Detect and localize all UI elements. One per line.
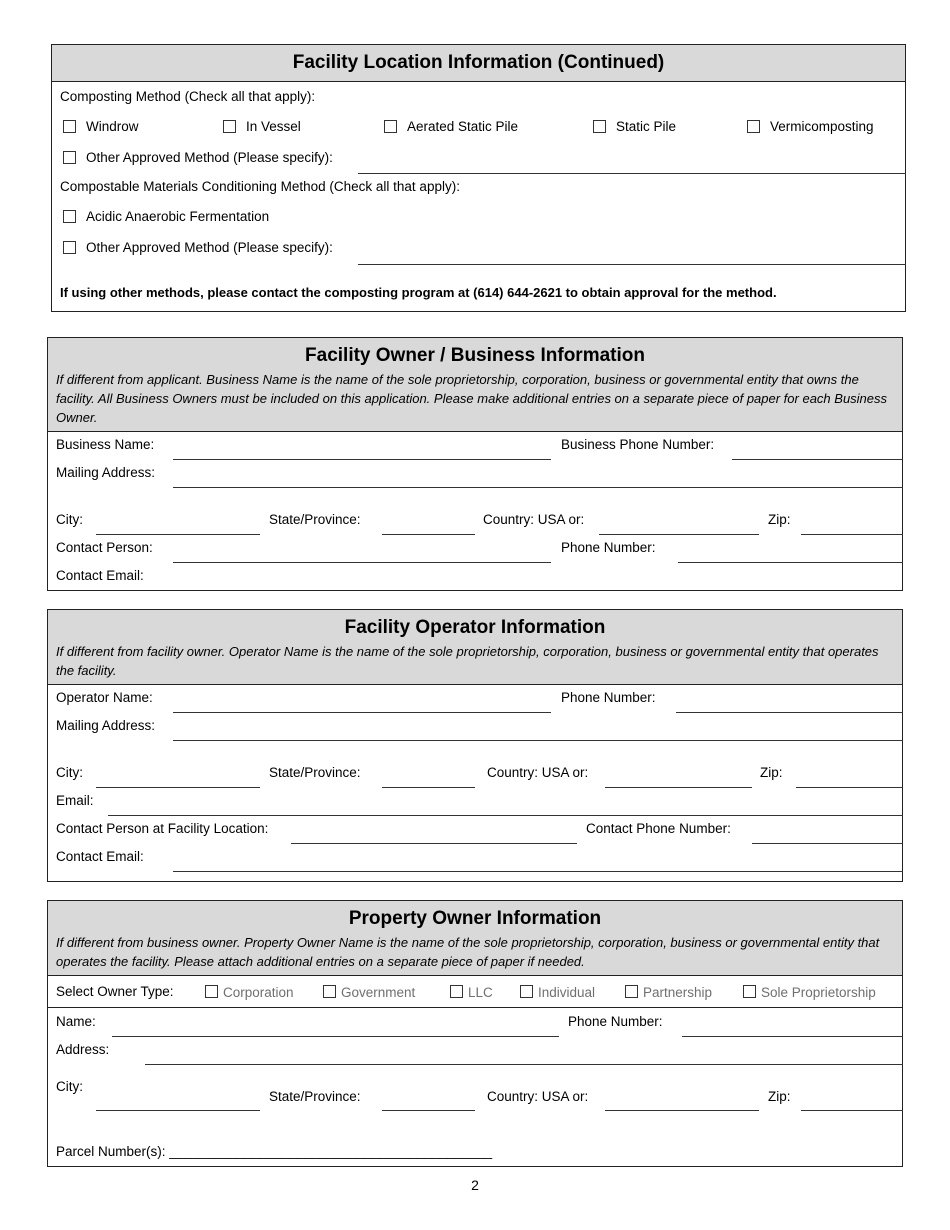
zip-input[interactable] <box>796 769 903 787</box>
page-number: 2 <box>471 1177 479 1193</box>
country-label: Country: USA or: <box>487 765 589 780</box>
individual-label: Individual <box>538 985 596 1000</box>
phone-number-label: Phone Number: <box>561 540 656 555</box>
country-underline <box>605 787 752 788</box>
country-label: Country: USA or: <box>483 512 585 527</box>
state-label: State/Province: <box>269 1089 361 1104</box>
phone-number-underline <box>676 712 903 713</box>
business-name-label: Business Name: <box>56 437 155 452</box>
parcel-number-label[interactable]: Parcel Number(s): ___________________________________________ <box>56 1144 493 1159</box>
windrow-label: Windrow <box>86 119 139 134</box>
section-header <box>48 338 902 432</box>
section-title: Property Owner Information <box>348 908 602 929</box>
phone-number-label: Phone Number: <box>568 1014 663 1029</box>
contact-email-label: Contact Email: <box>56 568 144 583</box>
zip-underline <box>796 787 903 788</box>
corporation-checkbox[interactable] <box>205 985 218 998</box>
business-name-input[interactable] <box>173 441 551 459</box>
business-phone-input[interactable] <box>732 441 903 459</box>
name-input[interactable] <box>112 1018 559 1036</box>
facility-owner-section <box>47 337 903 591</box>
state-label: State/Province: <box>269 512 361 527</box>
owner-type-label: Select Owner Type: <box>56 984 174 999</box>
other-conditioning-label: Other Approved Method (Please specify): <box>86 240 333 255</box>
city-label: City: <box>56 1079 83 1094</box>
city-underline <box>96 1110 260 1111</box>
other-method-underline <box>358 173 906 174</box>
zip-label: Zip: <box>768 1089 791 1104</box>
in-vessel-checkbox[interactable] <box>223 120 236 133</box>
static-pile-label: Static Pile <box>616 119 677 134</box>
vermicomposting-checkbox[interactable] <box>747 120 760 133</box>
email-label: Email: <box>56 793 94 808</box>
llc-checkbox[interactable] <box>450 985 463 998</box>
corporation-label: Corporation <box>223 985 294 1000</box>
facility-location-section <box>51 44 906 312</box>
other-conditioning-input[interactable] <box>358 245 906 263</box>
state-input[interactable] <box>382 769 475 787</box>
section-title: Facility Operator Information <box>344 617 606 638</box>
contact-person-location-underline <box>291 843 577 844</box>
windrow-checkbox[interactable] <box>63 120 76 133</box>
email-underline <box>108 815 903 816</box>
partnership-checkbox[interactable] <box>625 985 638 998</box>
other-method-checkbox[interactable] <box>63 151 76 164</box>
mailing-address-input[interactable] <box>173 469 903 487</box>
state-label: State/Province: <box>269 765 361 780</box>
city-underline <box>96 787 260 788</box>
other-method-input[interactable] <box>358 155 906 173</box>
section-title: Facility Location Information (Continued) <box>292 52 665 73</box>
phone-number-input[interactable] <box>676 694 903 712</box>
phone-number-underline <box>682 1036 903 1037</box>
address-label: Address: <box>56 1042 110 1057</box>
zip-input[interactable] <box>801 516 903 534</box>
partnership-label: Partnership <box>643 985 713 1000</box>
phone-number-input[interactable] <box>682 1018 903 1036</box>
business-name-underline <box>173 459 551 460</box>
city-label: City: <box>56 765 83 780</box>
other-conditioning-checkbox[interactable] <box>63 241 76 254</box>
contact-phone-input[interactable] <box>752 825 903 843</box>
contact-person-underline <box>173 562 551 563</box>
mailing-address-label: Mailing Address: <box>56 465 156 480</box>
address-input[interactable] <box>145 1046 903 1064</box>
sole-proprietorship-checkbox[interactable] <box>743 985 756 998</box>
vermicomposting-label: Vermicomposting <box>770 119 874 134</box>
zip-underline <box>801 534 903 535</box>
acidic-fermentation-checkbox[interactable] <box>63 210 76 223</box>
city-label: City: <box>56 512 83 527</box>
zip-label: Zip: <box>768 512 791 527</box>
llc-label: LLC <box>468 985 493 1000</box>
state-underline <box>382 534 475 535</box>
city-input[interactable] <box>96 1092 260 1110</box>
state-underline <box>382 1110 475 1111</box>
property-owner-section <box>47 900 903 1167</box>
other-conditioning-underline <box>358 264 906 265</box>
name-underline <box>112 1036 559 1037</box>
business-phone-label: Business Phone Number: <box>561 437 715 452</box>
static-pile-checkbox[interactable] <box>593 120 606 133</box>
section-description: If different from applicant. Business Name is the name of the sole proprietorship, corporation, business or governmental entity that owns the facility. All Business Owners must be included on this application. Please make additional entries on a separate piece of paper for each Business Owner. <box>56 372 888 425</box>
phone-number-label: Phone Number: <box>561 690 656 705</box>
contact-email-underline <box>173 871 903 872</box>
mailing-address-input[interactable] <box>173 722 903 740</box>
name-label: Name: <box>56 1014 96 1029</box>
city-input[interactable] <box>96 769 260 787</box>
country-input[interactable] <box>599 516 759 534</box>
country-input[interactable] <box>605 769 752 787</box>
state-input[interactable] <box>382 1092 475 1110</box>
sole-proprietorship-label: Sole Proprietorship <box>761 985 876 1000</box>
facility-operator-section <box>47 609 903 882</box>
aerated-static-pile-label: Aerated Static Pile <box>407 119 519 134</box>
mailing-address-underline <box>173 740 903 741</box>
phone-number-input[interactable] <box>678 544 903 562</box>
individual-checkbox[interactable] <box>520 985 533 998</box>
mailing-address-label: Mailing Address: <box>56 718 156 733</box>
email-input[interactable] <box>108 797 903 815</box>
contact-phone-underline <box>752 843 903 844</box>
contact-email-input[interactable] <box>173 570 903 588</box>
section-description: If different from facility owner. Operator Name is the name of the sole proprietorship, corporation, business or governmental entity that operates the facility. <box>56 644 879 678</box>
zip-input[interactable] <box>801 1092 903 1110</box>
business-phone-underline <box>732 459 903 460</box>
country-underline <box>605 1110 759 1111</box>
operator-name-underline <box>173 712 551 713</box>
city-input[interactable] <box>96 516 260 534</box>
section-header <box>48 610 902 685</box>
government-label: Government <box>341 985 416 1000</box>
country-underline <box>599 534 759 535</box>
address-underline <box>145 1064 903 1065</box>
zip-underline <box>801 1110 903 1111</box>
contact-person-label: Contact Person: <box>56 540 153 555</box>
section-header <box>52 45 905 82</box>
mailing-address-underline <box>173 487 903 488</box>
section-description: If different from business owner. Property Owner Name is the name of the sole proprietorship, corporation, business or governmental entity that operates the facility. Please attach additional entries on a separate piece of paper if needed. <box>56 935 880 969</box>
section-header <box>48 901 902 976</box>
zip-label: Zip: <box>760 765 783 780</box>
contact-email-label: Contact Email: <box>56 849 144 864</box>
phone-number-underline <box>678 562 903 563</box>
country-label: Country: USA or: <box>487 1089 589 1104</box>
contact-person-input[interactable] <box>173 544 551 562</box>
government-checkbox[interactable] <box>323 985 336 998</box>
aerated-static-pile-checkbox[interactable] <box>384 120 397 133</box>
owner-type-divider <box>48 1007 902 1008</box>
contact-email-input[interactable] <box>173 853 903 871</box>
composting-method-label: Composting Method (Check all that apply): <box>60 89 316 104</box>
operator-name-input[interactable] <box>173 694 551 712</box>
conditioning-method-label: Compostable Materials Conditioning Method (Check all that apply): <box>60 179 460 194</box>
acidic-fermentation-label: Acidic Anaerobic Fermentation <box>86 209 270 224</box>
contact-phone-label: Contact Phone Number: <box>586 821 731 836</box>
contact-person-location-input[interactable] <box>291 825 577 843</box>
state-input[interactable] <box>382 516 475 534</box>
section-title: Facility Owner / Business Information <box>305 345 645 366</box>
city-underline <box>96 534 260 535</box>
country-input[interactable] <box>605 1092 759 1110</box>
other-method-label: Other Approved Method (Please specify): <box>86 150 333 165</box>
contact-person-location-label: Contact Person at Facility Location: <box>56 821 269 836</box>
approval-note: If using other methods, please contact the composting program at (614) 644-2621 to obtain approval for the method. <box>60 285 777 300</box>
in-vessel-label: In Vessel <box>246 119 301 134</box>
state-underline <box>382 787 475 788</box>
operator-name-label: Operator Name: <box>56 690 153 705</box>
